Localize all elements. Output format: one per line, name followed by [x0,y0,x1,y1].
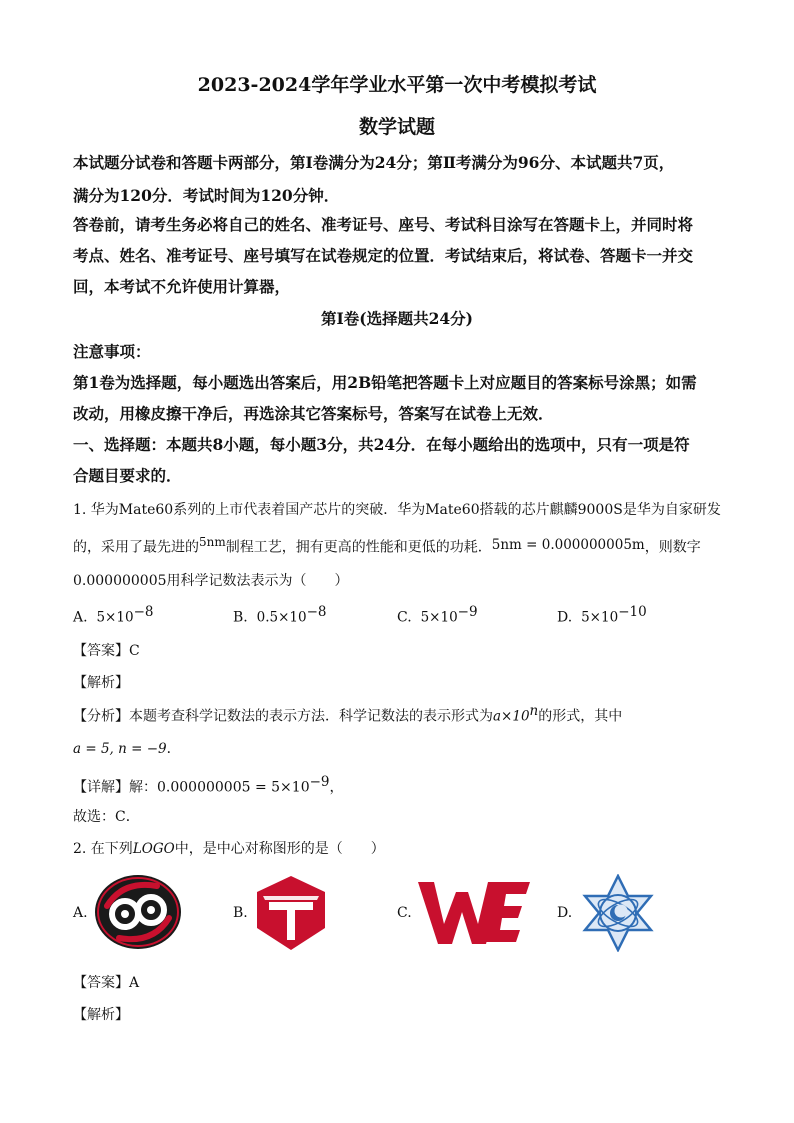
q1-text-c: ，则数字 [644,539,701,556]
q1-option-c: C. $5\times 10^{-9}$ [397,604,478,626]
q1-text-a: 的，采用了最先进的 [73,539,199,556]
q1-unit: 5nm [199,535,226,549]
part-line-2: 合题目要求的． [73,466,182,485]
notes-label: 注意事项： [73,342,151,361]
q1-fenxi: 【分析】本题考查科学记数法的表示方法．科学记数法的表示形式为$a\times 10^n$的形式，其中 [73,703,623,725]
q1-line-3: 0.000000005用科学记数法表示为（ ） [73,573,349,589]
q1-line-2 [73,535,733,557]
intro-line-3: 答卷前，请考生务必将自己的姓名、准考证号、座号、考试科目涂写在答题卡上，并同时将 [73,215,694,234]
q1-answer: 【答案】C [73,643,140,659]
q2-option-a-label: A. [73,905,88,921]
intro-line-4: 考点、姓名、准考证号、座号填写在试卷规定的位置．考试结束后，将试卷、答题卡一并交 [73,246,694,265]
q2-answer: 【答案】A [73,975,140,991]
crab-logo-icon [93,872,183,952]
q2-analysis-label: 【解析】 [73,1007,129,1023]
t-shield-logo-icon [255,874,327,952]
section-heading: 第Ⅰ卷(选择题共24分) [321,309,473,328]
q1-choose: 故选：C． [73,809,140,825]
we-logo-icon [418,878,530,948]
notes-line-2: 改动，用橡皮擦干净后，再选涂其它答案标号，答案写在试卷上无效． [73,404,554,423]
q1-analysis-label: 【解析】 [73,675,129,691]
intro-line-2: 满分为120分．考试时间为120分钟． [73,186,340,205]
q2-option-c-label: C. [397,905,412,921]
q2-option-b-label: B. [233,905,248,921]
subject-title: 数学试题 [358,116,435,138]
q1-option-b: B. $0.5\times 10^{-8}$ [233,604,327,626]
q1-line-1: 1. 华为Mate60系列的上市代表着国产芯片的突破．华为Mate60搭载的芯片麒麟9000S是华为自家研发 [73,502,721,518]
intro-line-5: 回，本考试不允许使用计算器， [73,277,291,296]
intro-line-1: 本试题分试卷和答题卡两部分，第Ⅰ卷满分为24分；第Ⅱ考满分为96分、本试题共7页， [73,153,675,172]
q2-option-d-label: D. [557,905,573,921]
q1-equation: 5nm = 0.000000005m [491,536,645,553]
part-line-1: 一、选择题：本题共8小题，每小题3分，共24分．在每小题给出的选项中，只有一项是符 [73,435,690,454]
q1-option-a: A. $5\times 10^{-8}$ [73,604,154,626]
q2-stem: 2. 在下列LOGO中，是中心对称图形的是（ ） [73,841,385,857]
hexagram-moon-logo-icon [581,874,655,952]
q1-detail: 【详解】解：$0.000000005 = 5\times 10^{-9}$， [73,774,344,796]
q1-text-b: 制程工艺，拥有更高的性能和更低的功耗． [225,539,492,556]
q1-values: a = 5, n = −9． [73,741,181,757]
q1-option-d: D. $5\times 10^{-10}$ [557,604,647,626]
exam-title: 2023-2024学年学业水平第一次中考模拟考试 [197,74,597,96]
notes-line-1: 第1卷为选择题，每小题选出答案后，用2B铅笔把答题卡上对应题目的答案标号涂黑；如需 [73,373,697,392]
